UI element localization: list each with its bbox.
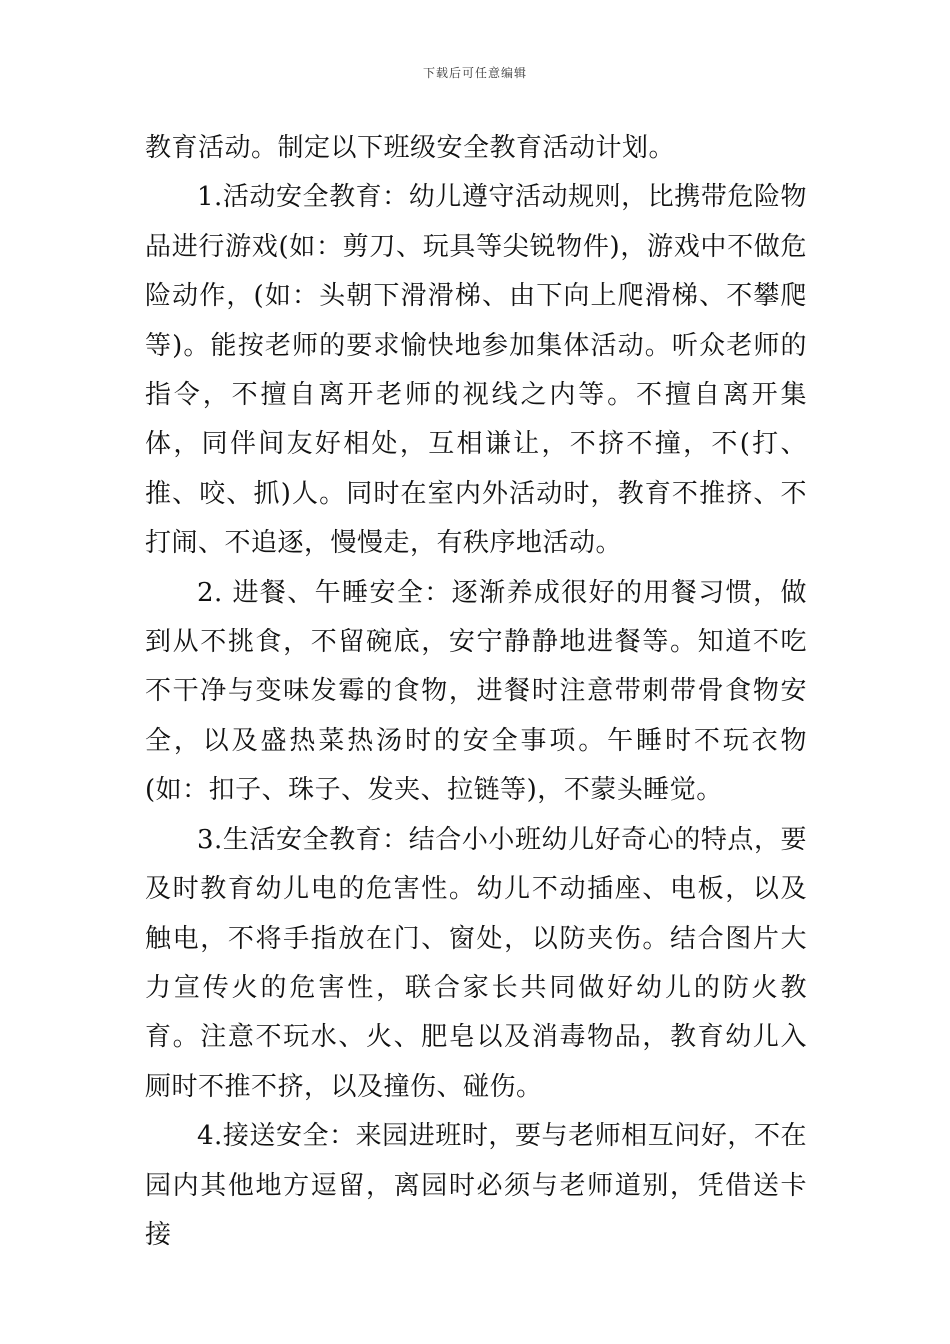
- paragraph-pickup-safety: 4.接送安全：来园进班时，要与老师相互问好，不在园内其他地方逗留，离园时必须与老师道别，凭借送卡接: [145, 1121, 807, 1250]
- paragraph-life-safety: 3.生活安全教育：结合小小班幼儿好奇心的特点，要及时教育幼儿电的危害性。幼儿不动插座、电板，以及触电，不将手指放在门、窗处，以防夹伤。结合图片大力宣传火的危害性，联合家长共同做好幼儿的防火教育。注意不玩水、火、肥皂以及消毒物品，教育幼儿入厕时不推不挤，以及撞伤、碰伤。: [145, 824, 807, 1102]
- header-note: 下载后可任意编辑: [422, 66, 527, 80]
- paragraph-continuation: 教育活动。制定以下班级安全教育活动计划。: [145, 133, 676, 163]
- document-body: [145, 124, 807, 1260]
- paragraph-meal-nap-safety: 2. 进餐、午睡安全：逐渐养成很好的用餐习惯，做到从不挑食，不留碗底，安宁静静地进餐等。知道不吃不干净与变味发霉的食物，进餐时注意带刺带骨食物安全，以及盛热菜热汤时的安全事项。午睡时不玩衣物(如：扣子、珠子、发夹、拉链等)，不蒙头睡觉。: [145, 577, 807, 806]
- paragraph-activity-safety: 1.活动安全教育：幼儿遵守活动规则，比携带危险物品进行游戏(如：剪刀、玩具等尖锐物件)，游戏中不做危险动作，(如：头朝下滑滑梯、由下向上爬滑梯、不攀爬等)。能按老师的要求愉快地参加集体活动。听众老师的指令，不擅自离开老师的视线之内等。不擅自离开集体，同伴间友好相处，互相谦让，不挤不撞，不(打、推、咬、抓)人。同时在室内外活动时，教育不推挤、不打闹、不追逐，慢慢走，有秩序地活动。: [145, 182, 807, 559]
